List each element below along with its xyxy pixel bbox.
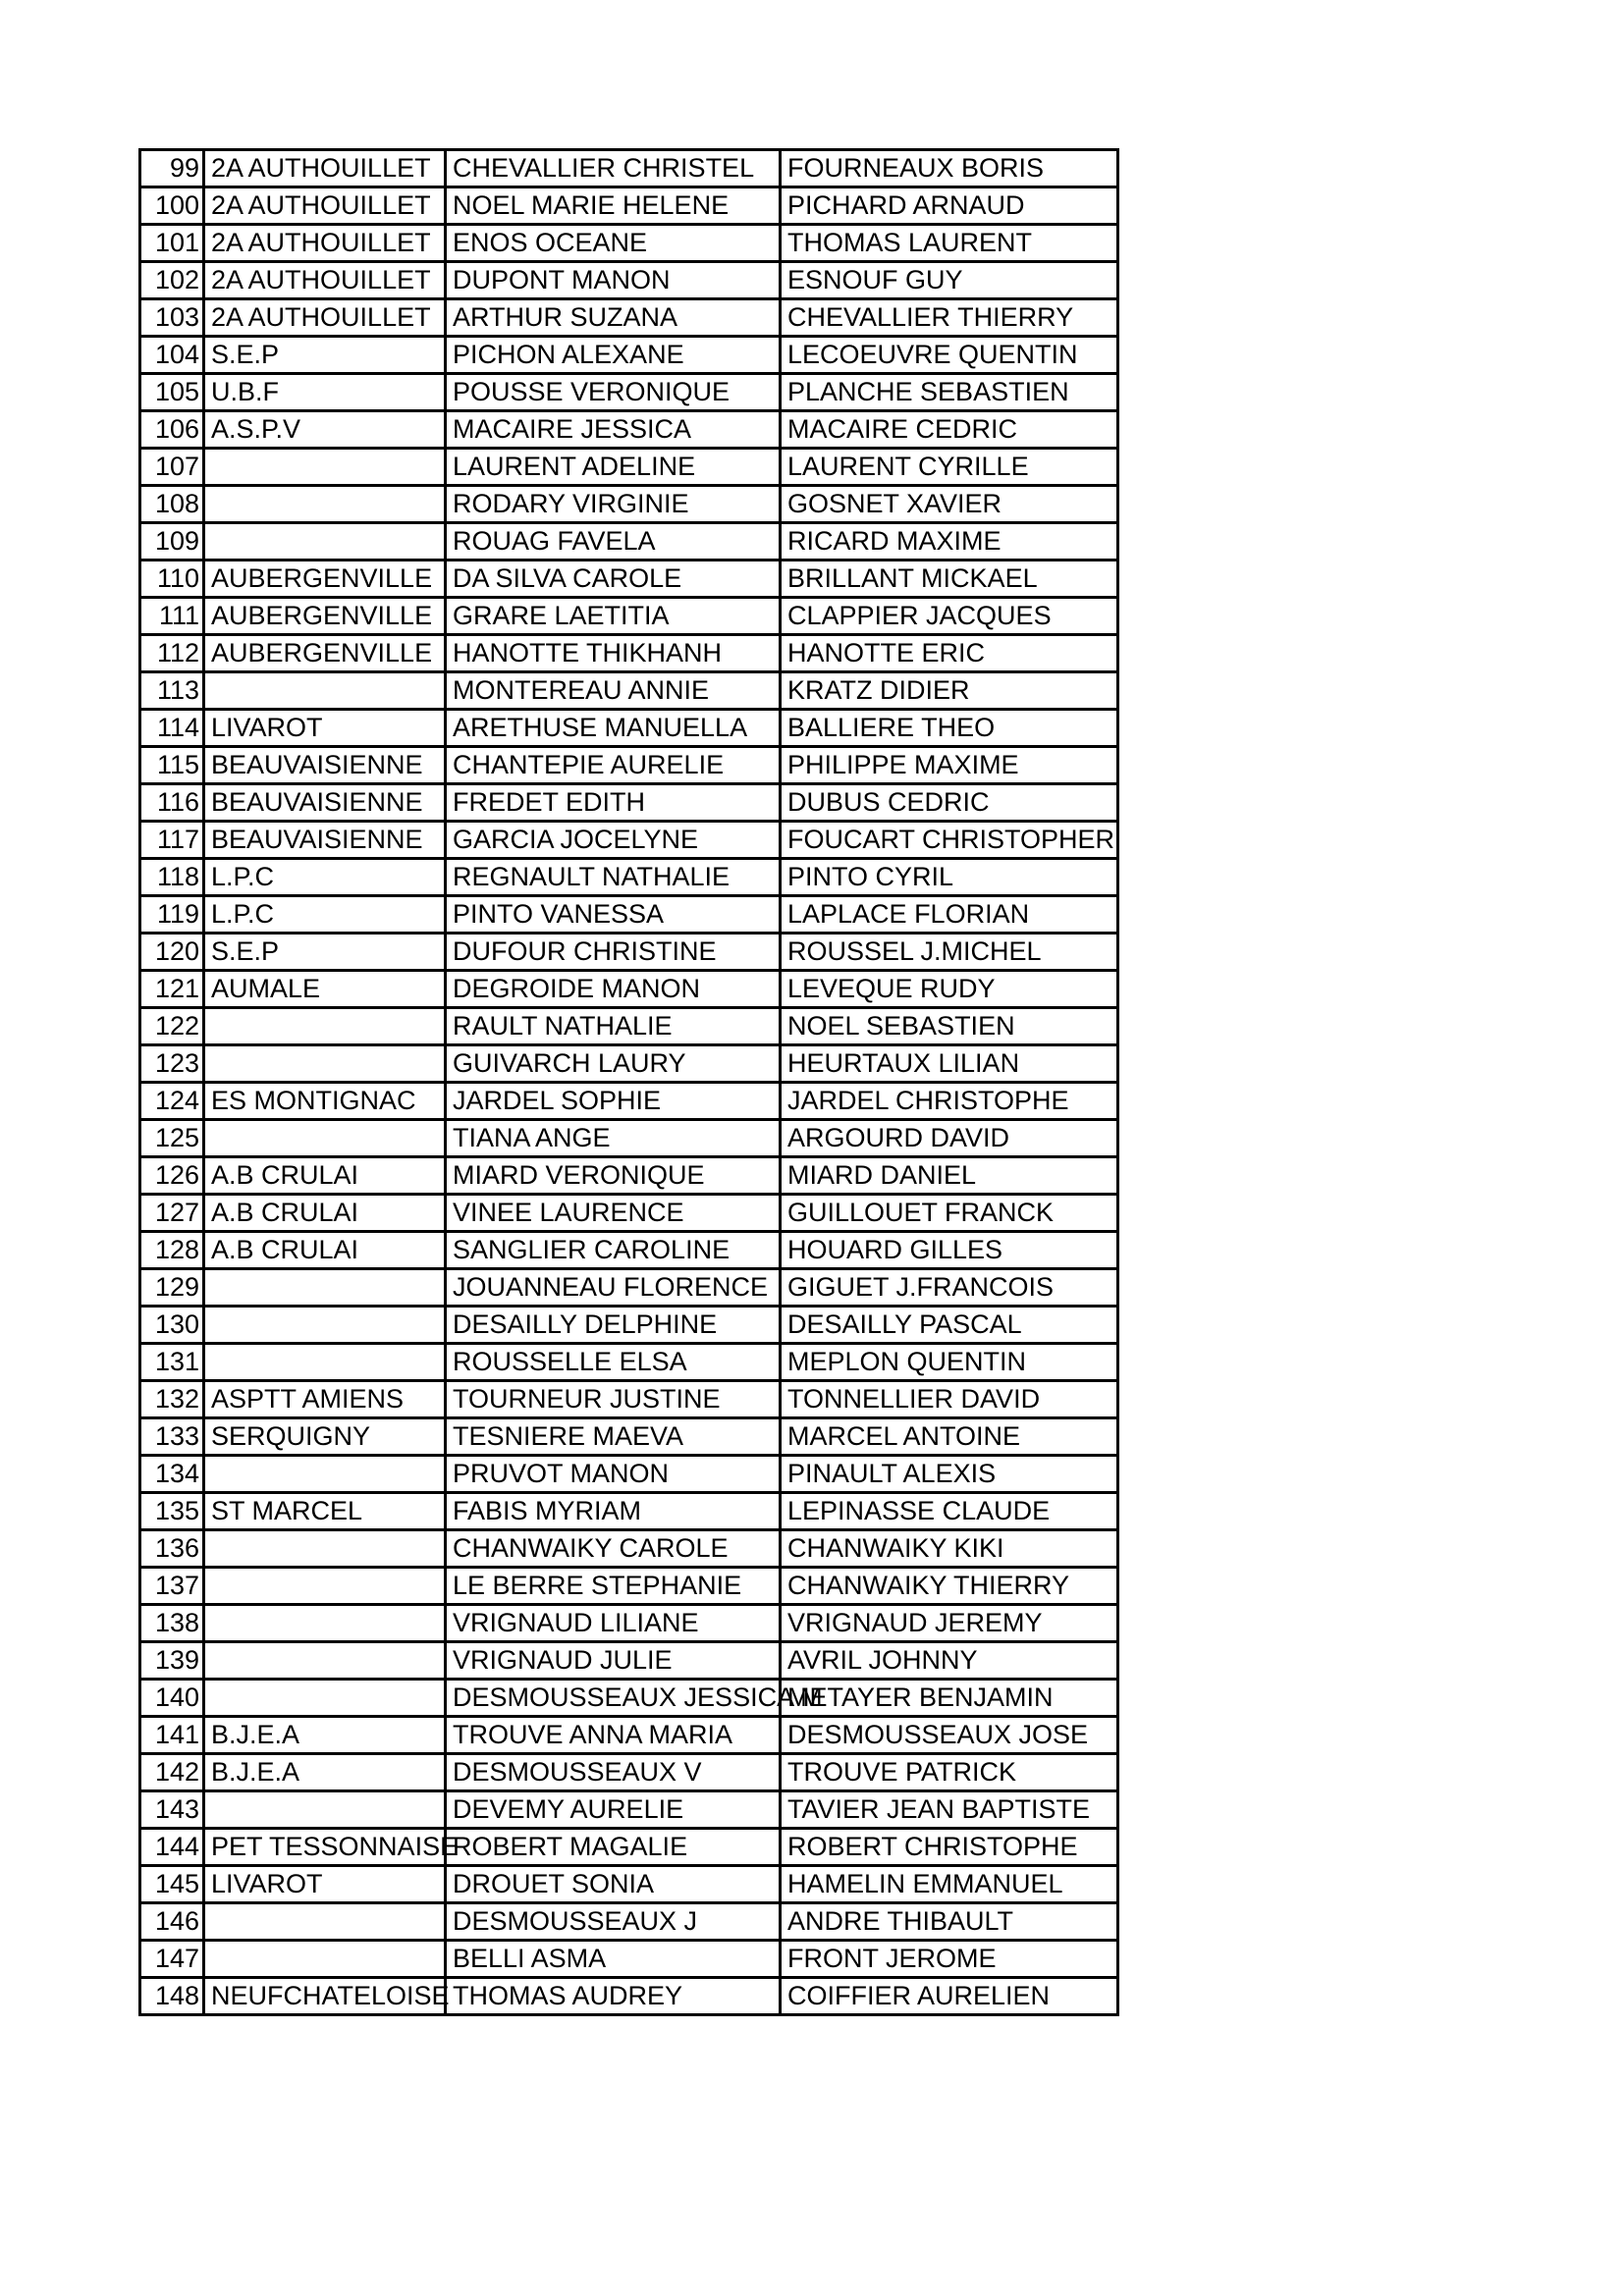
entry-number-cell: 116 <box>140 784 204 822</box>
entry-number-cell: 111 <box>140 598 204 635</box>
entry-number-cell: 144 <box>140 1829 204 1866</box>
club-cell: AUBERGENVILLE <box>204 561 446 598</box>
table-row <box>140 859 1118 896</box>
club-cell <box>204 1530 446 1568</box>
player-two-cell: BALLIERE THEO <box>781 710 1118 747</box>
entry-number-cell: 146 <box>140 1903 204 1941</box>
club-cell: LIVAROT <box>204 710 446 747</box>
club-cell: ST MARCEL <box>204 1493 446 1530</box>
player-one-cell: TROUVE ANNA MARIA <box>446 1717 781 1754</box>
entry-number-cell: 107 <box>140 449 204 486</box>
player-two-cell: CHANWAIKY KIKI <box>781 1530 1118 1568</box>
player-one-cell: JOUANNEAU FLORENCE <box>446 1269 781 1307</box>
player-one-cell: ENOS OCEANE <box>446 225 781 262</box>
entry-number-cell: 148 <box>140 1978 204 2015</box>
entry-number-cell: 133 <box>140 1418 204 1456</box>
table-row <box>140 1269 1118 1307</box>
club-cell: NEUFCHATELOISE <box>204 1978 446 2015</box>
entry-number-cell: 137 <box>140 1568 204 1605</box>
table-row <box>140 1866 1118 1903</box>
player-one-cell: CHANTEPIE AURELIE <box>446 747 781 784</box>
table-row <box>140 486 1118 523</box>
entry-number-cell: 119 <box>140 896 204 934</box>
player-two-cell: AVRIL JOHNNY <box>781 1642 1118 1680</box>
table-row <box>140 1903 1118 1941</box>
club-cell <box>204 1120 446 1157</box>
player-two-cell: RICARD MAXIME <box>781 523 1118 561</box>
player-two-cell: ANDRE THIBAULT <box>781 1903 1118 1941</box>
entry-number-cell: 130 <box>140 1307 204 1344</box>
club-cell: A.B CRULAI <box>204 1157 446 1195</box>
player-two-cell: PHILIPPE MAXIME <box>781 747 1118 784</box>
club-cell: B.J.E.A <box>204 1754 446 1791</box>
player-one-cell: DESMOUSSEAUX V <box>446 1754 781 1791</box>
table-row <box>140 1157 1118 1195</box>
entry-number-cell: 100 <box>140 187 204 225</box>
player-one-cell: JARDEL SOPHIE <box>446 1083 781 1120</box>
entry-number-cell: 126 <box>140 1157 204 1195</box>
player-two-cell: ROBERT CHRISTOPHE <box>781 1829 1118 1866</box>
table-row <box>140 1083 1118 1120</box>
player-two-cell: LAPLACE FLORIAN <box>781 896 1118 934</box>
player-one-cell: DEVEMY AURELIE <box>446 1791 781 1829</box>
player-one-cell: HANOTTE THIKHANH <box>446 635 781 672</box>
entry-number-cell: 109 <box>140 523 204 561</box>
table-row <box>140 1418 1118 1456</box>
club-cell: ASPTT AMIENS <box>204 1381 446 1418</box>
entry-number-cell: 106 <box>140 411 204 449</box>
club-cell: BEAUVAISIENNE <box>204 784 446 822</box>
entry-number-cell: 142 <box>140 1754 204 1791</box>
entry-number-cell: 145 <box>140 1866 204 1903</box>
player-one-cell: GRARE LAETITIA <box>446 598 781 635</box>
table-row <box>140 747 1118 784</box>
table-row <box>140 1307 1118 1344</box>
player-one-cell: MONTEREAU ANNIE <box>446 672 781 710</box>
entry-number-cell: 108 <box>140 486 204 523</box>
entry-number-cell: 99 <box>140 150 204 187</box>
entry-number-cell: 134 <box>140 1456 204 1493</box>
entry-number-cell: 103 <box>140 299 204 337</box>
player-two-cell: LAURENT CYRILLE <box>781 449 1118 486</box>
entry-number-cell: 113 <box>140 672 204 710</box>
player-two-cell: METAYER BENJAMIN <box>781 1680 1118 1717</box>
entry-number-cell: 127 <box>140 1195 204 1232</box>
club-cell: B.J.E.A <box>204 1717 446 1754</box>
entry-number-cell: 131 <box>140 1344 204 1381</box>
entry-number-cell: 136 <box>140 1530 204 1568</box>
club-cell: AUBERGENVILLE <box>204 635 446 672</box>
club-cell: PET TESSONNAISE <box>204 1829 446 1866</box>
table-row <box>140 1045 1118 1083</box>
entry-number-cell: 141 <box>140 1717 204 1754</box>
player-two-cell: NOEL SEBASTIEN <box>781 1008 1118 1045</box>
club-cell: S.E.P <box>204 337 446 374</box>
club-cell <box>204 672 446 710</box>
club-cell <box>204 449 446 486</box>
club-cell <box>204 1791 446 1829</box>
player-two-cell: DUBUS CEDRIC <box>781 784 1118 822</box>
club-cell: ES MONTIGNAC <box>204 1083 446 1120</box>
club-cell <box>204 1008 446 1045</box>
table-row <box>140 1680 1118 1717</box>
player-one-cell: POUSSE VERONIQUE <box>446 374 781 411</box>
table-row <box>140 672 1118 710</box>
club-cell: LIVAROT <box>204 1866 446 1903</box>
club-cell: L.P.C <box>204 859 446 896</box>
table-row <box>140 1195 1118 1232</box>
player-two-cell: PLANCHE SEBASTIEN <box>781 374 1118 411</box>
registration-table <box>138 148 1119 2016</box>
table-row <box>140 784 1118 822</box>
club-cell: AUMALE <box>204 971 446 1008</box>
club-cell <box>204 523 446 561</box>
entry-number-cell: 135 <box>140 1493 204 1530</box>
player-two-cell: TROUVE PATRICK <box>781 1754 1118 1791</box>
entry-number-cell: 101 <box>140 225 204 262</box>
player-two-cell: MARCEL ANTOINE <box>781 1418 1118 1456</box>
player-one-cell: PICHON ALEXANE <box>446 337 781 374</box>
table-row <box>140 1530 1118 1568</box>
club-cell <box>204 1456 446 1493</box>
player-one-cell: DESMOUSSEAUX J <box>446 1903 781 1941</box>
player-one-cell: MIARD VERONIQUE <box>446 1157 781 1195</box>
table-row <box>140 1344 1118 1381</box>
player-one-cell: ROBERT MAGALIE <box>446 1829 781 1866</box>
player-one-cell: FREDET EDITH <box>446 784 781 822</box>
player-one-cell: TIANA ANGE <box>446 1120 781 1157</box>
club-cell: BEAUVAISIENNE <box>204 747 446 784</box>
player-two-cell: THOMAS LAURENT <box>781 225 1118 262</box>
player-two-cell: VRIGNAUD JEREMY <box>781 1605 1118 1642</box>
entry-number-cell: 139 <box>140 1642 204 1680</box>
table-row <box>140 1829 1118 1866</box>
table-row <box>140 1605 1118 1642</box>
player-one-cell: DA SILVA CAROLE <box>446 561 781 598</box>
player-two-cell: FRONT JEROME <box>781 1941 1118 1978</box>
table-row <box>140 971 1118 1008</box>
player-one-cell: MACAIRE JESSICA <box>446 411 781 449</box>
table-row <box>140 1941 1118 1978</box>
player-two-cell: PINTO CYRIL <box>781 859 1118 896</box>
player-one-cell: ARETHUSE MANUELLA <box>446 710 781 747</box>
player-one-cell: FABIS MYRIAM <box>446 1493 781 1530</box>
club-cell: 2A AUTHOUILLET <box>204 225 446 262</box>
entry-number-cell: 147 <box>140 1941 204 1978</box>
table-row <box>140 187 1118 225</box>
entry-number-cell: 128 <box>140 1232 204 1269</box>
club-cell: BEAUVAISIENNE <box>204 822 446 859</box>
player-two-cell: LEVEQUE RUDY <box>781 971 1118 1008</box>
player-two-cell: FOUCART CHRISTOPHER <box>781 822 1118 859</box>
entry-number-cell: 121 <box>140 971 204 1008</box>
player-two-cell: DESMOUSSEAUX JOSE <box>781 1717 1118 1754</box>
player-one-cell: GUIVARCH LAURY <box>446 1045 781 1083</box>
player-two-cell: MIARD DANIEL <box>781 1157 1118 1195</box>
player-two-cell: JARDEL CHRISTOPHE <box>781 1083 1118 1120</box>
club-cell: 2A AUTHOUILLET <box>204 150 446 187</box>
table-row <box>140 374 1118 411</box>
player-one-cell: LE BERRE STEPHANIE <box>446 1568 781 1605</box>
player-two-cell: ARGOURD DAVID <box>781 1120 1118 1157</box>
player-one-cell: TESNIERE MAEVA <box>446 1418 781 1456</box>
player-two-cell: GUILLOUET FRANCK <box>781 1195 1118 1232</box>
player-one-cell: BELLI ASMA <box>446 1941 781 1978</box>
club-cell <box>204 486 446 523</box>
player-one-cell: PRUVOT MANON <box>446 1456 781 1493</box>
table-row <box>140 1120 1118 1157</box>
player-two-cell: GOSNET XAVIER <box>781 486 1118 523</box>
player-one-cell: VRIGNAUD JULIE <box>446 1642 781 1680</box>
entry-number-cell: 118 <box>140 859 204 896</box>
club-cell: A.B CRULAI <box>204 1195 446 1232</box>
player-one-cell: DUFOUR CHRISTINE <box>446 934 781 971</box>
player-two-cell: CHANWAIKY THIERRY <box>781 1568 1118 1605</box>
entry-number-cell: 125 <box>140 1120 204 1157</box>
player-two-cell: FOURNEAUX BORIS <box>781 150 1118 187</box>
player-two-cell: MACAIRE CEDRIC <box>781 411 1118 449</box>
entry-number-cell: 138 <box>140 1605 204 1642</box>
club-cell: S.E.P <box>204 934 446 971</box>
entry-number-cell: 102 <box>140 262 204 299</box>
club-cell: 2A AUTHOUILLET <box>204 299 446 337</box>
player-two-cell: KRATZ DIDIER <box>781 672 1118 710</box>
player-one-cell: TOURNEUR JUSTINE <box>446 1381 781 1418</box>
player-two-cell: COIFFIER AURELIEN <box>781 1978 1118 2015</box>
player-one-cell: THOMAS AUDREY <box>446 1978 781 2015</box>
table-row <box>140 225 1118 262</box>
club-cell: A.S.P.V <box>204 411 446 449</box>
club-cell: L.P.C <box>204 896 446 934</box>
club-cell <box>204 1642 446 1680</box>
entry-number-cell: 110 <box>140 561 204 598</box>
club-cell: 2A AUTHOUILLET <box>204 262 446 299</box>
player-one-cell: DESMOUSSEAUX JESSICA M <box>446 1680 781 1717</box>
player-two-cell: HEURTAUX LILIAN <box>781 1045 1118 1083</box>
entry-number-cell: 117 <box>140 822 204 859</box>
player-two-cell: DESAILLY PASCAL <box>781 1307 1118 1344</box>
player-one-cell: ARTHUR SUZANA <box>446 299 781 337</box>
player-two-cell: CLAPPIER JACQUES <box>781 598 1118 635</box>
entry-number-cell: 129 <box>140 1269 204 1307</box>
club-cell <box>204 1903 446 1941</box>
player-one-cell: NOEL MARIE HELENE <box>446 187 781 225</box>
club-cell <box>204 1269 446 1307</box>
table-row <box>140 1791 1118 1829</box>
player-two-cell: MEPLON QUENTIN <box>781 1344 1118 1381</box>
player-two-cell: CHEVALLIER THIERRY <box>781 299 1118 337</box>
table-row <box>140 934 1118 971</box>
table-row <box>140 1717 1118 1754</box>
player-two-cell: ESNOUF GUY <box>781 262 1118 299</box>
club-cell <box>204 1680 446 1717</box>
entry-number-cell: 112 <box>140 635 204 672</box>
player-two-cell: PINAULT ALEXIS <box>781 1456 1118 1493</box>
entry-number-cell: 120 <box>140 934 204 971</box>
player-two-cell: TONNELLIER DAVID <box>781 1381 1118 1418</box>
entry-number-cell: 122 <box>140 1008 204 1045</box>
table-row <box>140 262 1118 299</box>
entry-number-cell: 104 <box>140 337 204 374</box>
entry-number-cell: 123 <box>140 1045 204 1083</box>
player-one-cell: VINEE LAURENCE <box>446 1195 781 1232</box>
player-one-cell: DROUET SONIA <box>446 1866 781 1903</box>
club-cell <box>204 1307 446 1344</box>
table-row <box>140 1008 1118 1045</box>
entry-number-cell: 124 <box>140 1083 204 1120</box>
table-row <box>140 598 1118 635</box>
table-row <box>140 896 1118 934</box>
club-cell <box>204 1941 446 1978</box>
club-cell: AUBERGENVILLE <box>204 598 446 635</box>
table-row <box>140 299 1118 337</box>
player-one-cell: ROUAG FAVELA <box>446 523 781 561</box>
player-one-cell: REGNAULT NATHALIE <box>446 859 781 896</box>
table-row <box>140 1754 1118 1791</box>
player-two-cell: ROUSSEL J.MICHEL <box>781 934 1118 971</box>
entry-number-cell: 115 <box>140 747 204 784</box>
player-two-cell: GIGUET J.FRANCOIS <box>781 1269 1118 1307</box>
player-two-cell: BRILLANT MICKAEL <box>781 561 1118 598</box>
club-cell <box>204 1344 446 1381</box>
table-row <box>140 150 1118 187</box>
player-one-cell: LAURENT ADELINE <box>446 449 781 486</box>
player-two-cell: HOUARD GILLES <box>781 1232 1118 1269</box>
table-row <box>140 1493 1118 1530</box>
club-cell <box>204 1605 446 1642</box>
player-two-cell: LECOEUVRE QUENTIN <box>781 337 1118 374</box>
table-row <box>140 561 1118 598</box>
table-row <box>140 1642 1118 1680</box>
player-one-cell: CHEVALLIER CHRISTEL <box>446 150 781 187</box>
player-one-cell: PINTO VANESSA <box>446 896 781 934</box>
player-one-cell: DEGROIDE MANON <box>446 971 781 1008</box>
table-row <box>140 1381 1118 1418</box>
club-cell: U.B.F <box>204 374 446 411</box>
club-cell <box>204 1045 446 1083</box>
player-one-cell: RODARY VIRGINIE <box>446 486 781 523</box>
table-row <box>140 635 1118 672</box>
player-one-cell: ROUSSELLE ELSA <box>446 1344 781 1381</box>
table-row <box>140 1456 1118 1493</box>
player-two-cell: HAMELIN EMMANUEL <box>781 1866 1118 1903</box>
table-row <box>140 523 1118 561</box>
player-one-cell: DESAILLY DELPHINE <box>446 1307 781 1344</box>
player-one-cell: CHANWAIKY CAROLE <box>446 1530 781 1568</box>
registration-table-body <box>140 150 1118 2015</box>
player-one-cell: DUPONT MANON <box>446 262 781 299</box>
table-row <box>140 337 1118 374</box>
entry-number-cell: 143 <box>140 1791 204 1829</box>
table-row <box>140 1978 1118 2015</box>
club-cell: 2A AUTHOUILLET <box>204 187 446 225</box>
table-row <box>140 822 1118 859</box>
player-one-cell: RAULT NATHALIE <box>446 1008 781 1045</box>
entry-number-cell: 105 <box>140 374 204 411</box>
club-cell: A.B CRULAI <box>204 1232 446 1269</box>
player-two-cell: TAVIER JEAN BAPTISTE <box>781 1791 1118 1829</box>
player-one-cell: SANGLIER CAROLINE <box>446 1232 781 1269</box>
table-row <box>140 710 1118 747</box>
club-cell <box>204 1568 446 1605</box>
entry-number-cell: 140 <box>140 1680 204 1717</box>
table-row <box>140 1232 1118 1269</box>
player-one-cell: VRIGNAUD LILIANE <box>446 1605 781 1642</box>
table-row <box>140 1568 1118 1605</box>
player-one-cell: GARCIA JOCELYNE <box>446 822 781 859</box>
player-two-cell: PICHARD ARNAUD <box>781 187 1118 225</box>
entry-number-cell: 132 <box>140 1381 204 1418</box>
table-row <box>140 411 1118 449</box>
player-two-cell: HANOTTE ERIC <box>781 635 1118 672</box>
entry-number-cell: 114 <box>140 710 204 747</box>
table-row <box>140 449 1118 486</box>
club-cell: SERQUIGNY <box>204 1418 446 1456</box>
player-two-cell: LEPINASSE CLAUDE <box>781 1493 1118 1530</box>
